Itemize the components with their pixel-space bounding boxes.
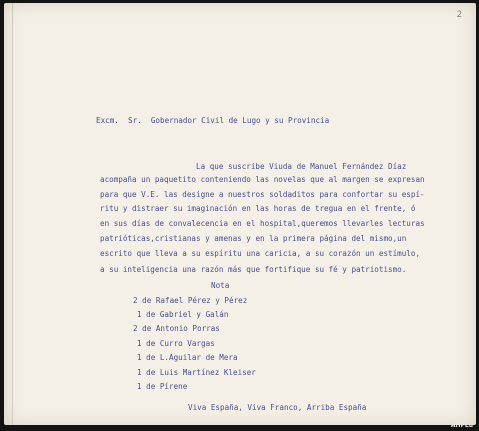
body-line: escrito que lleva a su espíritu una caricia, a su corazón un estímulo, xyxy=(100,249,421,258)
closing-line: Viva España, Viva Franco, Arriba España xyxy=(188,403,367,412)
body-line: acompaña un paquetito conteniendo las novelas que al margen se expresan xyxy=(100,175,425,184)
nota-item: 1 de Pírene xyxy=(137,382,188,391)
body-line: La que suscribe Viuda de Manuel Fernández Díaz xyxy=(196,162,407,171)
salutation: Excm. Sr. Gobernador Civil de Lugo y su Provincia xyxy=(96,116,330,125)
nota-item: 1 de Curro Vargas xyxy=(137,339,215,348)
body-line: para que V.E. las designe a nuestros soldaditos para confortar su espí- xyxy=(100,190,425,199)
nota-item: 2 de Antonio Porras xyxy=(133,324,220,333)
body-line: en sus días de convalecencia en el hospital,queremos llevarles lecturas xyxy=(100,219,425,228)
page-fold-line xyxy=(12,3,13,425)
page-number: 2 xyxy=(456,10,462,20)
body-line: patrióticas,cristianas y amenas y en la primera página del mismo,un xyxy=(100,234,407,243)
body-line: ritu y distraer su imaginación en las horas de tregua en el frente, ó xyxy=(100,204,416,213)
nota-item: 2 de Rafael Pérez y Pérez xyxy=(133,296,248,305)
body-line: a su inteligencia una razón más que fortifique su fé y patriotismo. xyxy=(100,265,407,274)
nota-item: 1 de Luis Martínez Kleiser xyxy=(137,368,256,377)
nota-item: 1 de Gabriel y Galán xyxy=(137,310,229,319)
nota-item: 1 de L.Aguilar de Mera xyxy=(137,353,238,362)
nota-label: Nota xyxy=(211,281,230,290)
archive-watermark: AHPLu xyxy=(450,422,473,429)
document-page xyxy=(4,3,476,425)
